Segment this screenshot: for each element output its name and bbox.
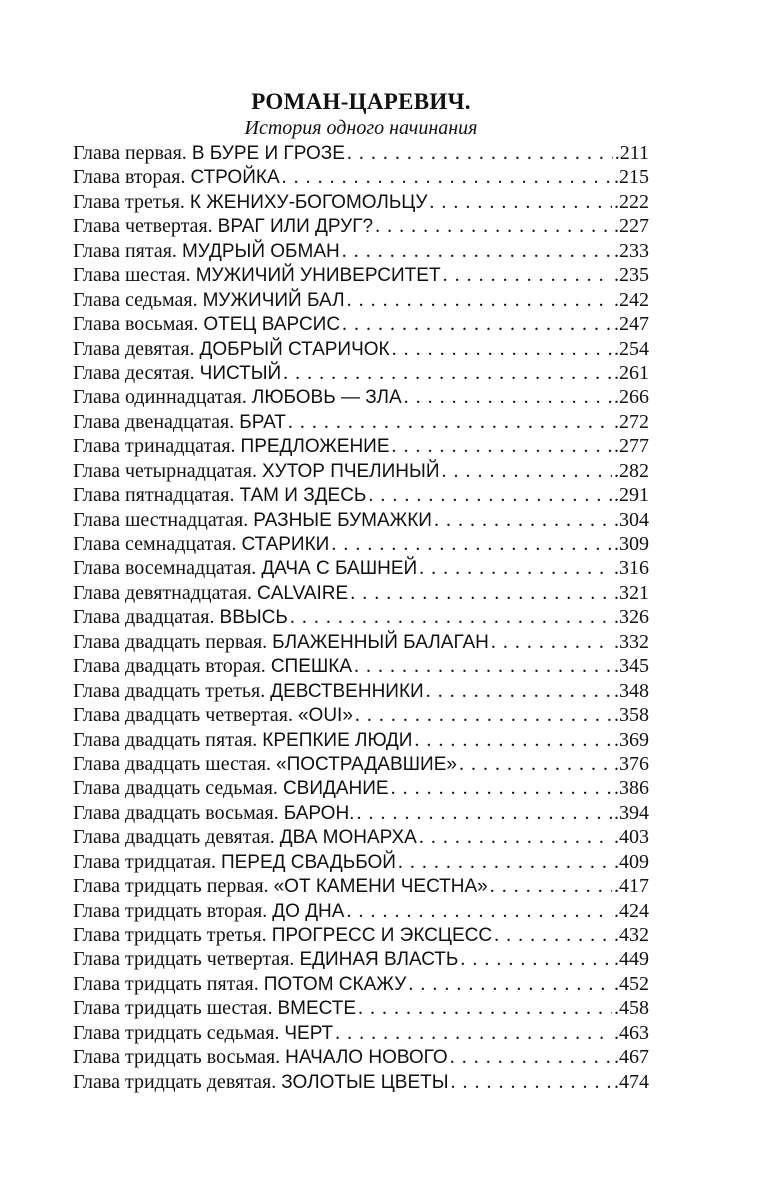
dot-leader (392, 434, 612, 458)
toc-entry (73, 825, 649, 849)
page-number: .452 (614, 972, 649, 995)
page-title: РОМАН-ЦАРЕВИЧ. (251, 89, 471, 114)
toc-entry (73, 728, 649, 752)
toc-entry (73, 679, 649, 703)
chapter-title: КРЕПКИЕ ЛЮДИ (262, 729, 413, 751)
dot-leader (414, 728, 612, 752)
chapter-number: Глава девятнадцатая. (73, 581, 253, 604)
chapter-number: Глава двадцать шестая. (73, 752, 272, 775)
dot-leader (288, 410, 612, 434)
dot-leader (346, 899, 612, 923)
chapter-number: Глава двадцать пятая. (73, 728, 258, 751)
toc-entry (73, 654, 649, 678)
dot-leader (391, 776, 612, 800)
chapter-number: Глава пятая. (73, 239, 177, 262)
chapter-label (73, 410, 286, 434)
chapter-title: МУЖИЧИЙ УНИВЕРСИТЕТ (195, 265, 441, 287)
chapter-number: Глава двадцать восьмая. (73, 801, 279, 824)
dot-leader (442, 459, 612, 483)
chapter-label (73, 556, 417, 580)
toc-entry (73, 532, 649, 556)
dot-leader (490, 874, 612, 898)
chapter-number: Глава седьмая. (73, 288, 198, 311)
chapter-title: ЧИСТЫЙ (199, 362, 282, 384)
toc-entry (73, 1021, 649, 1045)
chapter-label (73, 605, 288, 629)
chapter-label (73, 899, 344, 923)
dot-leader (408, 972, 612, 996)
page-number: .291 (614, 484, 649, 507)
chapter-number: Глава пятнадцатая. (73, 484, 235, 507)
chapter-title: ПЕРЕД СВАДЬБОЙ (220, 851, 396, 873)
page-number: .409 (614, 850, 649, 873)
dot-leader (358, 996, 612, 1020)
chapter-label (73, 532, 329, 556)
chapter-label (73, 165, 280, 189)
dot-leader (459, 752, 612, 776)
chapter-number: Глава двадцать девятая. (73, 826, 275, 849)
dot-leader (451, 1070, 612, 1094)
chapter-label (73, 947, 458, 971)
chapter-label (73, 508, 432, 532)
toc-entry (73, 459, 649, 483)
chapter-label (73, 459, 440, 483)
page-number: .458 (614, 997, 649, 1020)
page-number: .242 (614, 288, 649, 311)
toc-entry (73, 630, 649, 654)
chapter-title: ПРОГРЕСС И ЭКСЦЕСС (271, 925, 493, 946)
chapter-label (73, 654, 352, 678)
toc-entry (73, 434, 649, 458)
chapter-label (73, 385, 402, 409)
chapter-number: Глава первая. (73, 142, 187, 164)
dot-leader (347, 288, 612, 312)
chapter-number: Глава тридцать первая. (73, 875, 269, 898)
page-number: .254 (614, 337, 649, 360)
dot-leader (398, 850, 612, 874)
chapter-label (73, 361, 281, 385)
toc-entry (73, 1070, 649, 1094)
page-number: .215 (614, 166, 649, 189)
toc-entry (73, 337, 649, 361)
chapter-number: Глава двенадцатая. (73, 410, 235, 433)
chapter-label (73, 581, 348, 605)
page-number: .449 (614, 948, 649, 971)
chapter-title: МУДРЫЙ ОБМАН (181, 240, 340, 262)
page-number: .394 (614, 801, 649, 824)
chapter-label (73, 703, 353, 727)
page-number: .369 (614, 728, 649, 751)
table-of-contents (73, 141, 649, 1094)
chapter-title: ДАЧА С БАШНЕЙ (261, 558, 418, 580)
toc-entry (73, 899, 649, 923)
chapter-label (73, 923, 492, 947)
dot-leader (450, 1045, 612, 1069)
chapter-label (73, 288, 345, 312)
toc-entry (73, 410, 649, 434)
toc-entry (73, 850, 649, 874)
page-number: .247 (614, 313, 649, 336)
chapter-title: ЧЕРТ (284, 1022, 334, 1044)
toc-entry (73, 874, 649, 898)
chapter-number: Глава шестая. (73, 264, 191, 287)
dot-leader (347, 141, 613, 165)
chapter-number: Глава семнадцатая. (73, 533, 237, 555)
toc-entry (73, 556, 649, 580)
chapter-number: Глава четвертая. (73, 215, 213, 238)
chapter-title: ЕДИНАЯ ВЛАСТЬ (299, 949, 459, 971)
chapter-number: Глава тридцать пятая. (73, 972, 259, 995)
chapter-label (73, 1070, 449, 1094)
chapter-title: ДВА МОНАРХА (279, 827, 417, 849)
page-number: .272 (614, 410, 649, 433)
chapter-label (73, 850, 396, 874)
dot-leader (368, 483, 612, 507)
page-number: .277 (614, 435, 649, 458)
chapter-label (73, 312, 340, 336)
toc-entry (73, 361, 649, 385)
dot-leader (331, 532, 612, 556)
page-number: .266 (614, 386, 649, 409)
toc-entry (73, 947, 649, 971)
chapter-title: СТАРИКИ (241, 534, 330, 555)
chapter-number: Глава третья. (73, 190, 185, 213)
chapter-label (73, 801, 354, 825)
page-number: .432 (614, 924, 649, 946)
page-number: .261 (614, 361, 649, 384)
chapter-label (73, 263, 441, 287)
chapter-title: БАРОН. (283, 802, 355, 824)
page-subtitle: История одного начинания (244, 117, 478, 139)
toc-entry (73, 214, 649, 238)
page-number: .417 (614, 875, 649, 898)
chapter-number: Глава вторая. (73, 166, 186, 189)
dot-leader (426, 679, 612, 703)
page-number: .304 (614, 508, 649, 531)
dot-leader (491, 630, 612, 654)
chapter-number: Глава тринадцатая. (73, 435, 236, 458)
chapter-title: БЛАЖЕННЫЙ БАЛАГАН (272, 631, 489, 653)
chapter-number: Глава тридцать четвертая. (73, 948, 295, 971)
chapter-label (73, 190, 427, 214)
chapter-label (73, 214, 373, 238)
dot-leader (342, 312, 612, 336)
page-number: .222 (614, 190, 649, 213)
dot-leader (419, 556, 612, 580)
chapter-number: Глава девятая. (73, 337, 195, 360)
chapter-title: ЛЮБОВЬ — ЗЛА (251, 387, 402, 409)
chapter-label (73, 825, 417, 849)
chapter-number: Глава тридцать восьмая. (73, 1046, 281, 1069)
dot-leader (355, 703, 612, 727)
chapter-label (73, 630, 489, 654)
chapter-title: ОТЕЦ ВАРСИС (203, 314, 341, 336)
toc-entry (73, 385, 649, 409)
chapter-label (73, 679, 424, 703)
dot-leader (429, 190, 612, 214)
page-number: .463 (614, 1021, 649, 1044)
chapter-number: Глава тридцать шестая. (73, 997, 273, 1020)
toc-entry (73, 312, 649, 336)
chapter-label (73, 239, 340, 263)
chapter-number: Глава восемнадцатая. (73, 557, 257, 580)
chapter-title: ДЕВСТВЕННИКИ (270, 680, 424, 702)
page-number: .309 (614, 533, 649, 555)
chapter-label (73, 141, 345, 165)
chapter-title: В БУРЕ И ГРОЗЕ (191, 143, 345, 164)
toc-entry (73, 923, 649, 947)
chapter-number: Глава шестнадцатая. (73, 508, 249, 531)
chapter-title: CALVAIRE (257, 582, 349, 604)
chapter-label (73, 337, 390, 361)
chapter-number: Глава тридцать вторая. (73, 899, 268, 922)
chapter-title: ЗОЛОТЫЕ ЦВЕТЫ (281, 1071, 449, 1093)
chapter-title: СВИДАНИЕ (282, 778, 389, 800)
chapter-title: ПОТОМ СКАЖУ (263, 973, 407, 995)
page-number: .316 (614, 557, 649, 580)
dot-leader (356, 801, 612, 825)
toc-entry (73, 508, 649, 532)
page-number: .211 (614, 142, 649, 164)
toc-entry (73, 605, 649, 629)
chapter-title: ХУТОР ПЧЕЛИНЫЙ (261, 460, 440, 482)
chapter-title: ВВЫСЬ (219, 607, 288, 629)
chapter-label (73, 1045, 448, 1069)
chapter-title: «ПОСТРАДАВШИЕ» (276, 753, 457, 775)
page-number: .345 (614, 655, 649, 678)
chapter-title: К ЖЕНИХУ-БОГОМОЛЬЦУ (189, 191, 428, 213)
chapter-number: Глава двадцать первая. (73, 630, 268, 653)
chapter-label (73, 434, 390, 458)
chapter-number: Глава двадцать четвертая. (73, 704, 293, 727)
chapter-label (73, 996, 356, 1020)
page-number: .467 (614, 1046, 649, 1069)
dot-leader (283, 361, 612, 385)
chapter-number: Глава тридцать седьмая. (73, 1021, 280, 1044)
chapter-label (73, 776, 389, 800)
page-number: .424 (614, 899, 649, 922)
dot-leader (392, 337, 612, 361)
chapter-title: НАЧАЛО НОВОГО (285, 1047, 448, 1069)
toc-page (73, 88, 649, 1094)
chapter-label (73, 972, 406, 996)
page-number: .348 (614, 679, 649, 702)
chapter-title: «OUI» (297, 705, 353, 727)
chapter-label (73, 728, 412, 752)
chapter-label (73, 483, 366, 507)
toc-entry (73, 263, 649, 287)
toc-entry (73, 141, 649, 165)
chapter-title: ПРЕДЛОЖЕНИЕ (240, 436, 390, 458)
page-number: .386 (614, 777, 649, 800)
dot-leader (354, 654, 612, 678)
chapter-number: Глава двадцатая. (73, 606, 215, 629)
toc-entry (73, 239, 649, 263)
chapter-label (73, 752, 457, 776)
chapter-number: Глава тридцатая. (73, 850, 216, 873)
dot-leader (460, 947, 612, 971)
chapter-number: Глава десятая. (73, 361, 195, 384)
dot-leader (290, 605, 612, 629)
chapter-number: Глава тридцать девятая. (73, 1070, 277, 1093)
chapter-title: ДОБРЫЙ СТАРИЧОК (199, 338, 390, 360)
chapter-title: БРАТ (239, 411, 286, 433)
toc-entry (73, 483, 649, 507)
page-number: .474 (614, 1070, 649, 1093)
toc-entry (73, 996, 649, 1020)
dot-leader (342, 239, 612, 263)
chapter-title: ТАМ И ЗДЕСЬ (239, 485, 367, 507)
dot-leader (404, 385, 612, 409)
dot-leader (443, 263, 612, 287)
dot-leader (282, 165, 612, 189)
dot-leader (375, 214, 612, 238)
dot-leader (335, 1021, 612, 1045)
toc-entry (73, 1045, 649, 1069)
toc-entry (73, 581, 649, 605)
chapter-label (73, 1021, 333, 1045)
toc-entry (73, 703, 649, 727)
chapter-title: «ОТ КАМЕНИ ЧЕСТНА» (273, 876, 488, 898)
page-number: .321 (614, 581, 649, 604)
toc-entry (73, 752, 649, 776)
page-number: .403 (614, 826, 649, 849)
chapter-number: Глава тридцать третья. (73, 924, 267, 946)
page-number: .376 (614, 752, 649, 775)
chapter-number: Глава двадцать седьмая. (73, 777, 278, 800)
toc-entry (73, 288, 649, 312)
page-number: .326 (614, 606, 649, 629)
chapter-number: Глава восьмая. (73, 313, 199, 336)
chapter-label (73, 874, 488, 898)
dot-leader (419, 825, 612, 849)
chapter-title: МУЖИЧИЙ БАЛ (202, 289, 345, 311)
page-number: .282 (614, 459, 649, 482)
toc-entry (73, 776, 649, 800)
page-number: .233 (614, 239, 649, 262)
dot-leader (494, 923, 612, 947)
page-number: .332 (614, 630, 649, 653)
chapter-title: СТРОЙКА (190, 167, 280, 189)
page-number: .358 (614, 704, 649, 727)
page-number: .227 (614, 215, 649, 238)
chapter-number: Глава одиннадцатая. (73, 386, 247, 409)
dot-leader (434, 508, 612, 532)
chapter-title: РАЗНЫЕ БУМАЖКИ (253, 509, 432, 531)
chapter-title: ВРАГ ИЛИ ДРУГ? (217, 216, 374, 238)
toc-entry (73, 165, 649, 189)
chapter-number: Глава четырнадцатая. (73, 459, 257, 482)
chapter-number: Глава двадцать третья. (73, 679, 266, 702)
page-number: .235 (614, 264, 649, 287)
toc-entry (73, 972, 649, 996)
chapter-title: ВМЕСТЕ (277, 998, 357, 1020)
toc-entry (73, 801, 649, 825)
chapter-title: СПЕШКА (270, 656, 353, 678)
toc-entry (73, 190, 649, 214)
dot-leader (350, 581, 612, 605)
chapter-title: ДО ДНА (272, 900, 345, 922)
chapter-number: Глава двадцать вторая. (73, 655, 266, 678)
